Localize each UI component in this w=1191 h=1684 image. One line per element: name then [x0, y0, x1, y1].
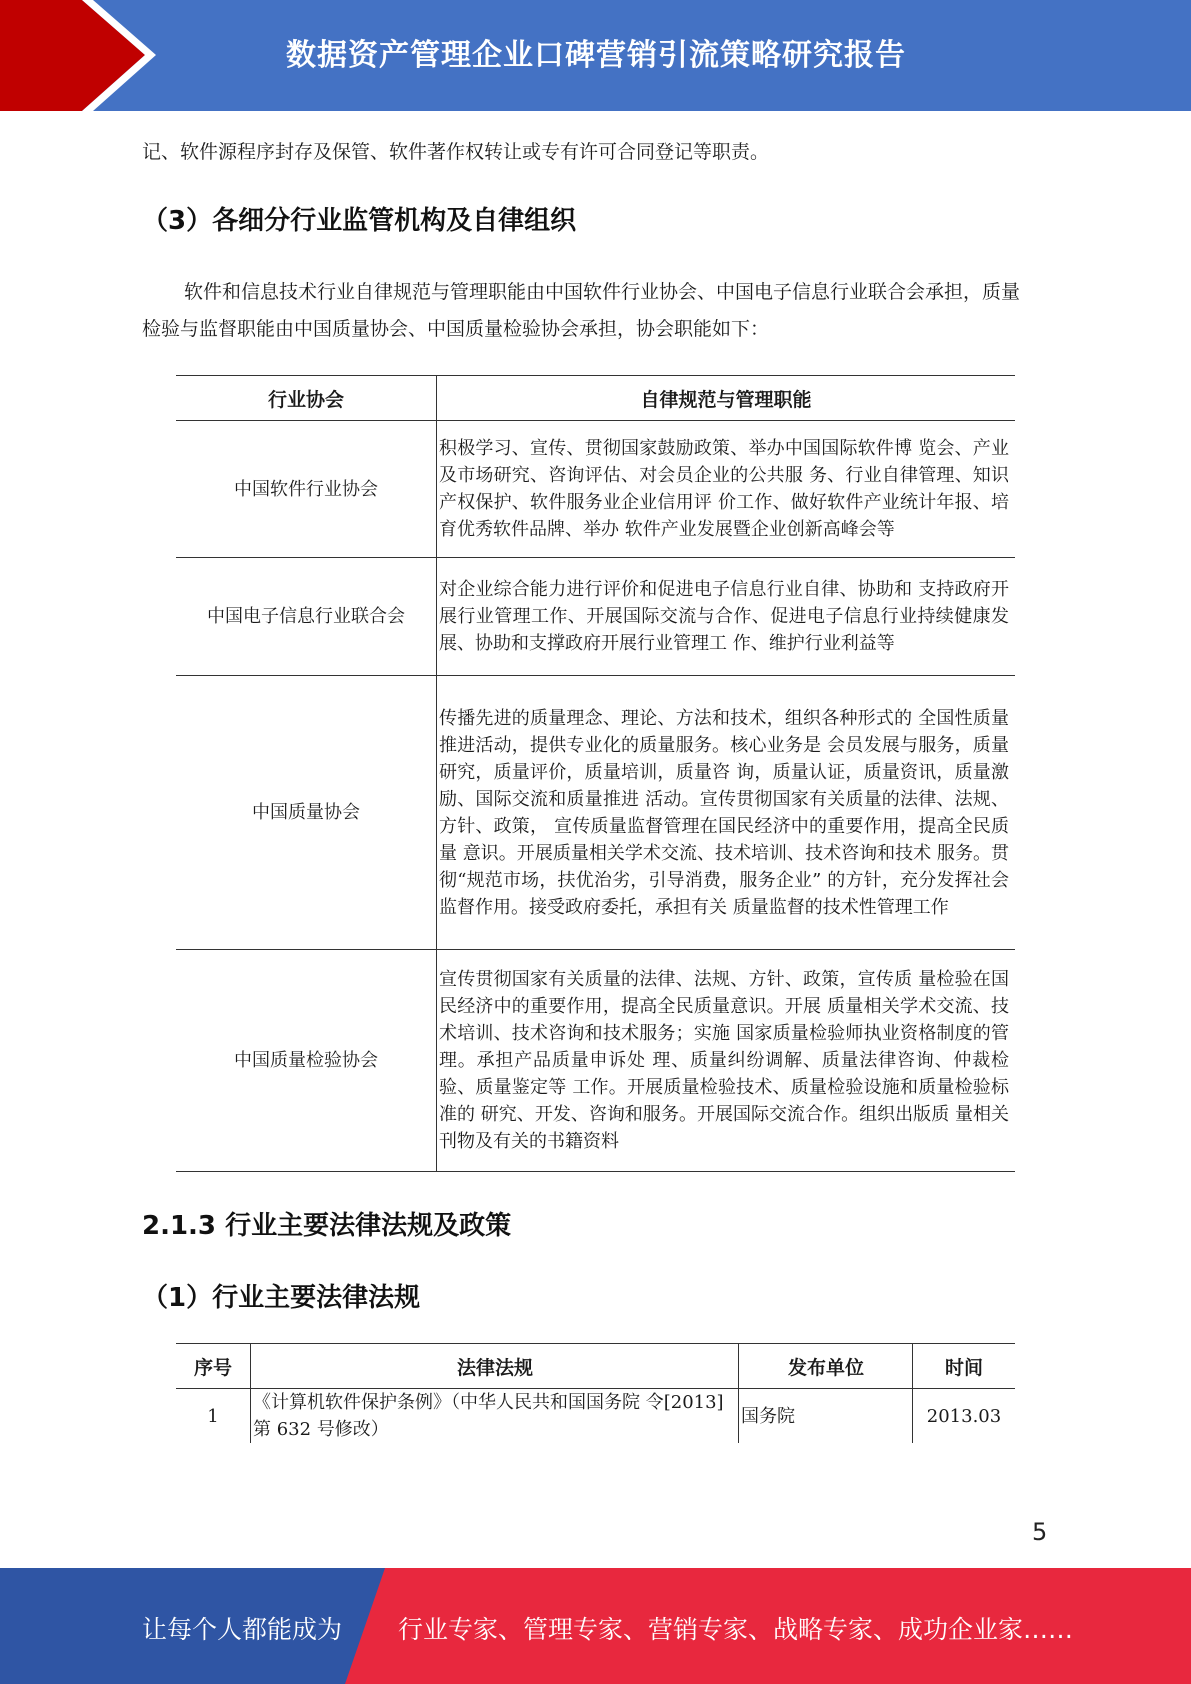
table-row	[176, 676, 1015, 950]
association-duty: 对企业综合能力进行评价和促进电子信息行业自律、协助和 支持政府开展行业管理工作、开展国际交流与合作、促进电子信息行业持续健康发展、协助和支撑政府开展行业管理工 作、维护行业利益等	[437, 558, 1016, 676]
law-number: 1	[176, 1389, 251, 1444]
section-3-heading: （3）各细分行业监管机构及自律组织	[142, 206, 577, 236]
page-footer	[0, 1568, 1191, 1684]
association-name: 中国软件行业协会	[176, 421, 437, 558]
column-header-issuer: 发布单位	[739, 1344, 913, 1389]
law-table	[176, 1343, 1015, 1443]
intro-line: 记、软件源程序封存及保管、软件著作权转让或专有许可合同登记等职责。	[142, 141, 770, 163]
section-3-paragraph: 软件和信息技术行业自律规范与管理职能由中国软件行业协会、中国电子信息行业联合会承担，质量检验与监督职能由中国质量协会、中国质量检验协会承担，协会职能如下：	[142, 281, 1021, 340]
column-header-date: 时间	[913, 1344, 1016, 1389]
column-header-association: 行业协会	[176, 376, 437, 421]
page-number: 5	[1032, 1518, 1048, 1546]
column-header-duty: 自律规范与管理职能	[437, 376, 1016, 421]
association-duty: 宣传贯彻国家有关质量的法律、法规、方针、政策，宣传质 量检验在国民经济中的重要作用，提高全民质量意识。开展 质量相关学术交流、技术培训、技术咨询和技术服务；实施 国家质量检验师执业资格制度的管理。承担产品质量申诉处 理、质量纠纷调解、质量法律咨询、仲裁检验、质量鉴定等 工作。开展质量检验技术、质量检验设施和质量检验标准的 研究、开发、咨询和服务。开展国际交流合作。组织出版质 量相关刊物及有关的书籍资料	[437, 950, 1016, 1172]
table-row	[176, 1389, 1015, 1444]
association-table	[176, 375, 1015, 1172]
association-name: 中国电子信息行业联合会	[176, 558, 437, 676]
footer-slogan-right: 行业专家、管理专家、营销专家、战略专家、成功企业家……	[398, 1615, 1074, 1644]
table-row	[176, 950, 1015, 1172]
table-header-row	[176, 376, 1015, 421]
association-duty: 积极学习、宣传、贯彻国家鼓励政策、举办中国国际软件博 览会、产业及市场研究、咨询评估、对会员企业的公共服 务、行业自律管理、知识产权保护、软件服务业企业信用评 价工作、做好软件产业统计年报、培育优秀软件品牌、举办 软件产业发展暨企业创新高峰会等	[437, 421, 1016, 558]
law-date: 2013.03	[926, 1405, 1002, 1427]
header-chevron-decoration	[0, 0, 200, 111]
table-header-row	[176, 1344, 1015, 1389]
association-duty: 传播先进的质量理念、理论、方法和技术，组织各种形式的 全国性质量推进活动，提供专业化的质量服务。核心业务是 会员发展与服务，质量研究，质量评价，质量培训，质量咨 询，质量认证，质量资讯，质量激励、国际交流和质量推进 活动。宣传贯彻国家有关质量的法律、法规、方针、政策， 宣传质量监督管理在国民经济中的重要作用，提高全民质量 意识。开展质量相关学术交流、技术培训、技术咨询和技术 服务。贯彻“规范市场，扶优治劣，引导消费，服务企业” 的方针，充分发挥社会监督作用。接受政府委托，承担有关 质量监督的技术性管理工作	[437, 676, 1016, 950]
table-row	[176, 558, 1015, 676]
footer-slogan-left: 让每个人都能成为	[142, 1615, 343, 1644]
law-name: 《计算机软件保护条例》（中华人民共和国国务院 令[2013]第 632 号修改）	[251, 1389, 739, 1444]
report-title: 数据资产管理企业口碑营销引流策略研究报告	[286, 38, 906, 73]
page-header	[0, 0, 1191, 111]
column-header-number: 序号	[176, 1344, 251, 1389]
section-1-heading: （1）行业主要法律法规	[142, 1283, 421, 1313]
table-row	[176, 421, 1015, 558]
column-header-law: 法律法规	[251, 1344, 739, 1389]
law-issuer: 国务院	[739, 1389, 913, 1444]
association-name: 中国质量检验协会	[176, 950, 437, 1172]
section-2-1-3-heading: 2.1.3 行业主要法律法规及政策	[142, 1211, 512, 1241]
association-name: 中国质量协会	[176, 676, 437, 950]
